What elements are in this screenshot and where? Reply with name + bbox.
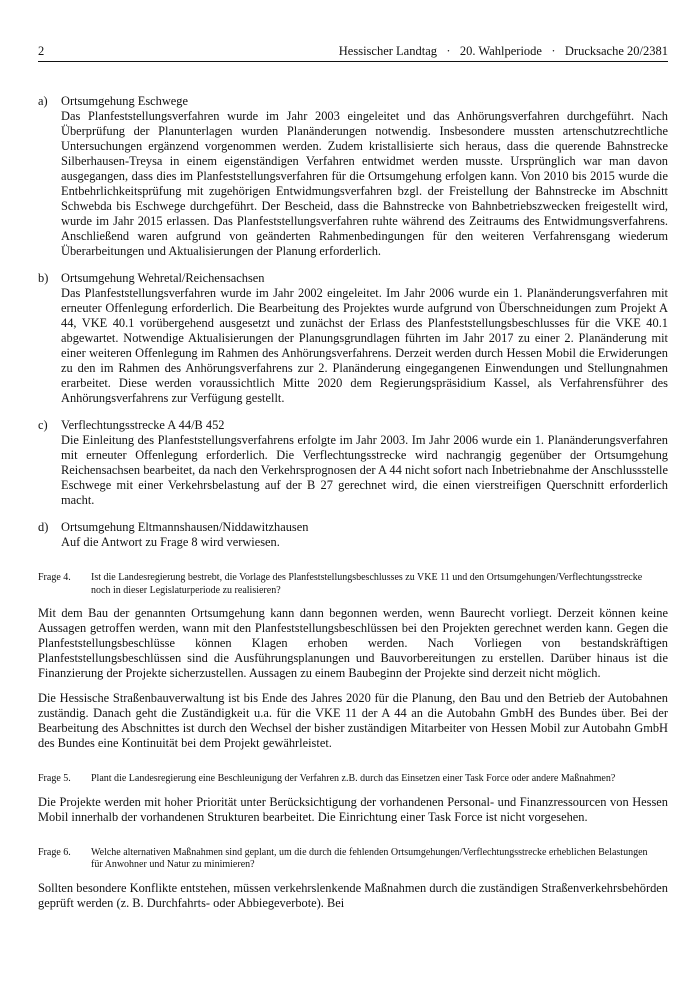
item-text: Auf die Antwort zu Frage 8 wird verwiesen. [61, 535, 280, 549]
item-title: Verflechtungsstrecke A 44/B 452 [61, 418, 225, 432]
item-text: Das Planfeststellungsverfahren wurde im Jahr 2002 eingeleitet. Im Jahr 2006 wurde ein 1. Planänderungsverfahren mit erneuter Offenlegung erforderlich. Die Bearbeitung des Projektes wurde aufgrund von Überschneidungen zum Projekt A 44, VKE 40.1 vorübergehend ausgesetzt und zunächst der Erlass des Planfeststellungsbeschlusses für die VKE 40.1 abgewartet. Notwendige Aktualisierungen der Planungsgrundlagen führten im Jahr 2017 zu einer 2. Planänderung mit einer weiteren Offenlegung im Rahmen des Anhörungsverfahrens. Derzeit werden durch Hessen Mobil die Erwiderungen zu den im Rahmen des Anhörungsverfahrens zur 2. Planänderung eingegangenen Einwendungen und Stellungnahmen erarbeitet. Diese werden voraussichtlich Mitte 2020 dem Regierungspräsidium Kassel, als Verfahrensführer des Anhörungsverfahrens zur Verfügung gestellt. [61, 286, 668, 405]
item-heading [38, 418, 668, 433]
item-title: Ortsumgehung Wehretal/Reichensachsen [61, 271, 265, 285]
question-block [38, 572, 668, 597]
running-title: Hessischer Landtag · 20. Wahlperiode · Drucksache 20/2381 [338, 44, 668, 58]
question-text: Welche alternativen Maßnahmen sind geplant, um die durch die fehlenden Ortsumgehungen/Verflechtungsstrecke erheblichen Belastungen für Anwohner und Natur zu minimieren? [91, 846, 648, 870]
answer-paragraph: Sollten besondere Konflikte entstehen, müssen verkehrslenkende Maßnahmen durch die zuständigen Straßenverkehrsbehörden geprüft werden (z. B. Durchfahrts- oder Abbiegeverbote). Bei [38, 880, 668, 910]
item-heading [38, 94, 668, 109]
item-text: Die Einleitung des Planfeststellungsverfahrens erfolgte im Jahr 2003. Im Jahr 2006 wurde ein 1. Planänderungsverfahren mit erneuter Offenlegung erforderlich. Die Verflechtungsstrecke wird nachrangig gegenüber der Ortsumgehung Reichensachsen bearbeitet, da nach den Verkehrsprognosen der A 44 nicht sofort nach Inbetriebnahme der Anschlussstelle Eschwege mit einer Verkehrsbelastung auf der B 27 gerechnet wird, die einen vierstreifigen Querschnitt erforderlich macht. [61, 433, 668, 507]
item-title: Ortsumgehung Eltmannshausen/Niddawitzhausen [61, 520, 309, 534]
list-item [38, 418, 668, 508]
answer-paragraph: Die Projekte werden mit hoher Priorität unter Berücksichtigung der vorhandenen Personal- und Finanzressourcen von Hessen Mobil innerhalb der vorhandenen Strukturen bearbeitet. Die Einrichtung einer Task Force ist nicht vorgesehen. [38, 794, 668, 824]
question-text: Plant die Landesregierung eine Beschleunigung der Verfahren z.B. durch das Einsetzen einer Task Force oder andere Maßnahmen? [91, 773, 616, 784]
question-text: Ist die Landesregierung bestrebt, die Vorlage des Planfeststellungsbeschlusses zu VKE 11 und den Ortsumgehungen/Verflechtungsstrecke noch in dieser Legislaturperiode zu realisieren? [91, 572, 643, 596]
question-block [38, 773, 668, 786]
question-label: Frage 5. [38, 773, 71, 784]
answer-paragraph: Die Hessische Straßenbauverwaltung ist bis Ende des Jahres 2020 für die Planung, den Bau und den Betrieb der Autobahnen zuständig. Danach geht die Zuständigkeit u.a. für die VKE 11 der A 44 an die Autobahn GmbH des Bundes über. Bei der Bearbeitung des Abschnittes ist durch den Wechsel der bisher zuständigen Mitarbeiter von Hessen Mobil zur Autobahn GmbH des Bundes eine Kontinuität bei dem Projekt gewährleistet. [38, 691, 668, 750]
question-block [38, 847, 668, 872]
page-header [38, 44, 668, 62]
item-heading [38, 520, 668, 535]
item-label: b) [38, 271, 49, 285]
answer-paragraph: Mit dem Bau der genannten Ortsumgehung kann dann begonnen werden, wenn Baurecht vorliegt. Derzeit können keine Aussagen getroffen werden, wann mit den Planfeststellungsbeschlüssen bei den Projekten gerechnet werden kann. Gegen die Planfeststellungsbeschlüsse können Klagen erhoben werden. Nach Vorliegen von bestandskräftigen Planfeststellungsbeschlüssen sind die Ausführungsplanungen und Bauvorbereitungen zu erstellen. Darüber hinaus ist die Finanzierung der Projekte sicherzustellen. Aussagen zu einem Baubeginn der Projekte sind derzeit nicht möglich. [38, 606, 668, 680]
list-item [38, 520, 668, 550]
question-label: Frage 4. [38, 572, 71, 583]
item-heading [38, 271, 668, 286]
list-item [38, 271, 668, 406]
question-label: Frage 6. [38, 846, 71, 858]
page-number: 2 [38, 44, 45, 58]
item-label: a) [38, 94, 48, 108]
list-item [38, 94, 668, 259]
document-body [38, 94, 668, 921]
item-label: c) [38, 418, 48, 432]
item-title: Ortsumgehung Eschwege [61, 94, 188, 108]
item-text: Das Planfeststellungsverfahren wurde im Jahr 2003 eingeleitet und das Anhörungsverfahren durchgeführt. Nach Überprüfung der Planunterlagen wurden Planänderungen notwendig. Insbesondere mussten artenschutzrechtliche Untersuchungen ergänzend vorgenommen werden. Zudem kristallisierte sich heraus, dass die querende Bahnstrecke Silberhausen-Treysa in einem eigenständigen Verfahren entwidmet werden musste. Ursprünglich war man davon ausgegangen, dass dies im Planfeststellungsverfahren für die Ortsumgehung erfolgen kann. Von 2010 bis 2015 wurde die Entbehrlichkeitsprüfung mit zugehörigen Entwidmungsverfahren bzgl. der Freistellung der Bahnstrecke im Abschnitt Schwebda bis Eschwege durchgeführt. Der Bescheid, dass die Bahnstrecke von Bahnbetriebszwecken freigestellt wird, wurde im Jahr 2015 erlassen. Das Planfeststellungsverfahren ruhte während des Zeitraums des Entwidmungsverfahrens. Anschließend waren aufgrund von geänderten Rahmenbedingungen für den weiteren Verfahrensgang wiederum Überarbeitungen und Aktualisierungen der Planung erforderlich. [61, 109, 668, 258]
item-label: d) [38, 520, 49, 534]
